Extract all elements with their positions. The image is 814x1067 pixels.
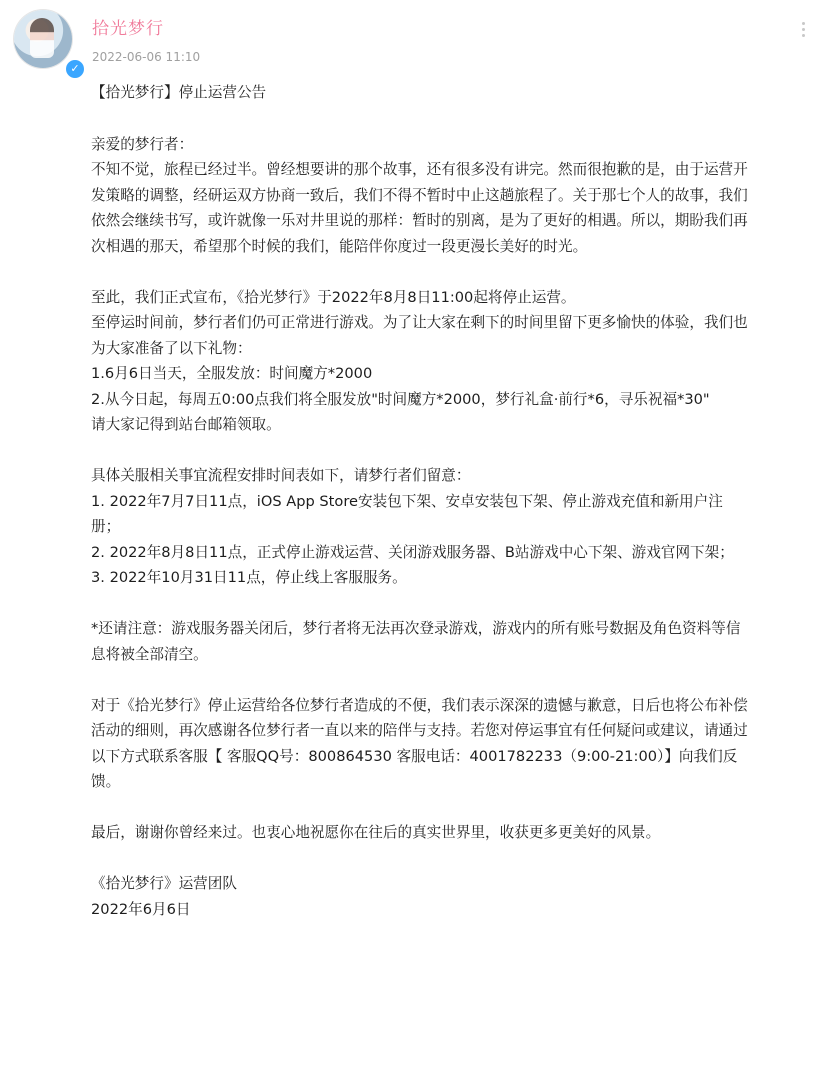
schedule-item-3: 3. 2022年10月31日11点，停止线上客服服务。: [91, 569, 407, 586]
schedule-intro: 具体关服相关事宜流程安排时间表如下，请梦行者们留意：: [91, 467, 471, 484]
greeting: 亲爱的梦行者：: [91, 135, 194, 153]
post-timestamp: 2022-06-06 11:10: [92, 50, 201, 64]
shutdown-announcement: 至此，我们正式宣布，《拾光梦行》于2022年8月8日11:00起将停止运营。: [91, 288, 576, 306]
schedule-item-2: 2. 2022年8月8日11点，正式停止游戏运营、关闭游戏服务器、B站游戏中心下架、游戏官网下架；: [91, 543, 734, 561]
signature-date: 2022年6月6日: [91, 900, 191, 918]
closing-paragraph: 最后，谢谢你曾经来过。也衷心地祝愿你在往后的真实世界里，收获更多更美好的风景。: [91, 824, 661, 841]
verified-badge-icon: ✓: [64, 58, 86, 80]
gift-note: 请大家记得到站台邮箱领取。: [91, 416, 281, 433]
post-body: [91, 78, 751, 922]
gift-item-1: 1.6月6日当天，全服发放：时间魔方*2000: [91, 365, 373, 382]
schedule-item-1: 1. 2022年7月7日11点，iOS App Store安装包下架、安卓安装包下架、停止游戏充值和新用户注册；: [91, 492, 723, 535]
gift-item-2: 2.从今日起，每周五0:00点我们将全服发放"时间魔方*2000，梦行礼盒·前行*6，寻乐祝福*30": [91, 390, 710, 408]
gift-intro: 至停运时间前，梦行者们仍可正常进行游戏。为了让大家在剩下的时间里留下更多愉快的体验，我们也为大家准备了以下礼物：: [91, 314, 748, 357]
signature-team: 《拾光梦行》运营团队: [91, 875, 237, 892]
apology-paragraph: 对于《拾光梦行》停止运营给各位梦行者造成的不便，我们表示深深的遗憾与歉意，日后也将公布补偿活动的细则，再次感谢各位梦行者一直以来的陪伴与支持。若您对停运事宜有任何疑问或建议，请通过以下方式联系客服【 客服QQ号：800864530 客服电话：4001782233（9:00-21:00）】向我们反馈。: [91, 696, 748, 790]
post-title: 【拾光梦行】停止运营公告: [91, 84, 267, 101]
avatar-figure: [30, 18, 54, 58]
data-clear-notice: *还请注意：游戏服务器关闭后，梦行者将无法再次登录游戏，游戏内的所有账号数据及角色资料等信息将被全部清空。: [91, 620, 741, 663]
author-name[interactable]: 拾光梦行: [92, 19, 164, 39]
more-vertical-icon[interactable]: [800, 22, 806, 37]
paragraph-intro: 不知不觉，旅程已经过半。曾经想要讲的那个故事，还有很多没有讲完。然而很抱歉的是，由于运营开发策略的调整，经研运双方协商一致后，我们不得不暂时中止这趟旅程了。关于那七个人的故事，我们依然会继续书写，或许就像一乐对井里说的那样：暂时的别离，是为了更好的相遇。所以，期盼我们再次相遇的那天，希望那个时候的我们，能陪伴你度过一段更漫长美好的时光。: [91, 161, 748, 255]
avatar[interactable]: [14, 10, 80, 75]
